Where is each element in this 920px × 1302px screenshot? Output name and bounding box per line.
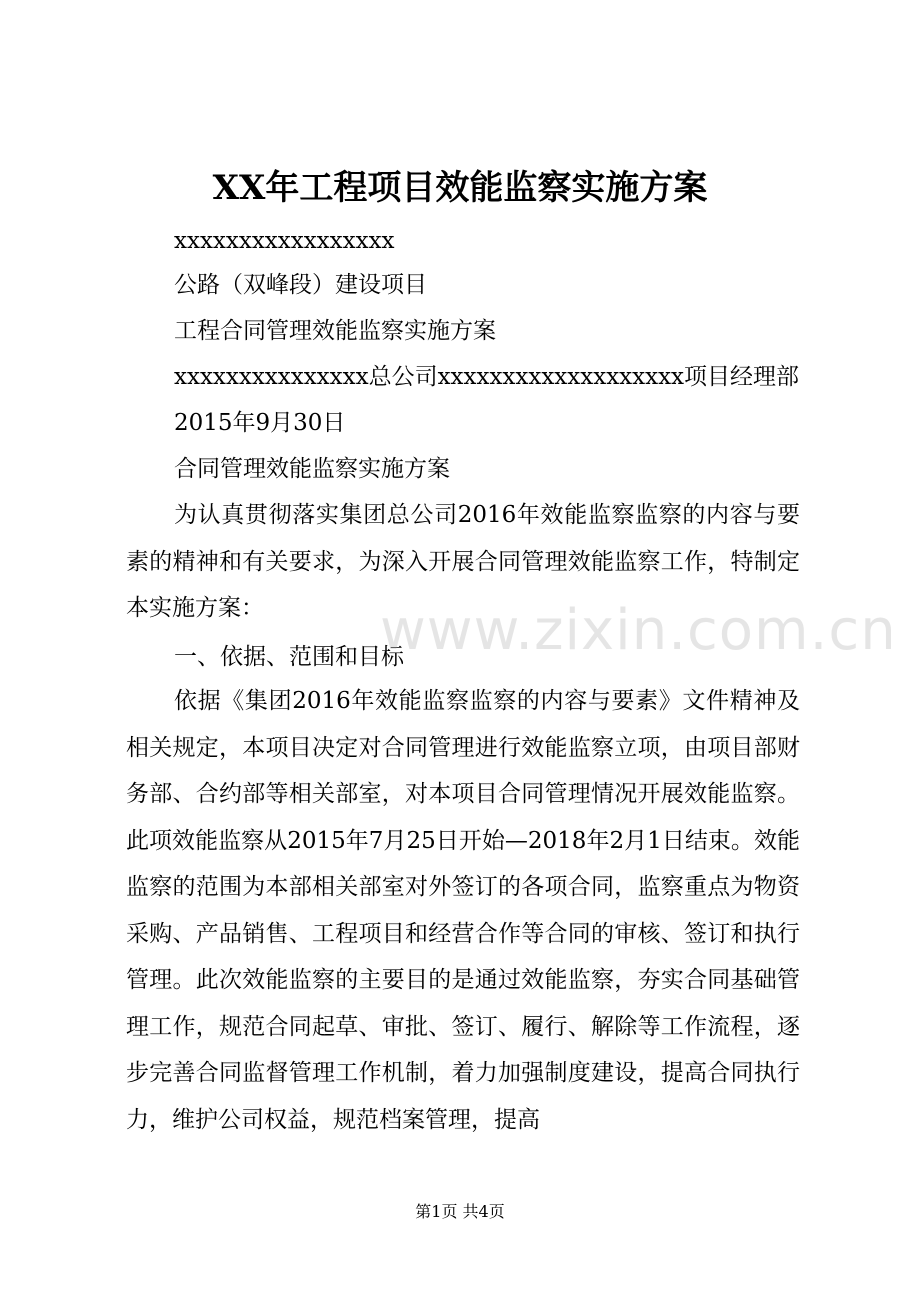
section-heading-1: 一、依据、范围和目标: [174, 644, 404, 670]
doc-line-plan-name: 工程合同管理效能监察实施方案: [174, 318, 496, 344]
doc-line-date: 2015年9月30日: [174, 410, 346, 436]
doc-line-organization: xxxxxxxxxxxxxxx总公司xxxxxxxxxxxxxxxxxxx项目经理部: [174, 364, 800, 390]
doc-line-project: 公路（双峰段）建设项目: [174, 272, 427, 298]
doc-line-subtitle: 合同管理效能监察实施方案: [174, 456, 450, 482]
paragraph-basis: 依据《集团2016年效能监察监察的内容与要素》文件精神及相关规定，本项目决定对合同管理进行效能监察立项，由项目部财务部、合约部等相关部室，对本项目合同管理情况开展效能监察。此项效能监察从2015年7月25日开始—2018年2月1日结束。效能监察的范围为本部相关部室对外签订的各项合同，监察重点为物资采购、产品销售、工程项目和经营合作等合同的审核、签订和执行管理。此次效能监察的主要目的是通过效能监察，夯实合同基础管理工作，规范合同起草、审批、签订、履行、解除等工作流程，逐步完善合同监督管理工作机制，着力加强制度建设，提高合同执行力，维护公司权益，规范档案管理，提高: [126, 688, 800, 1133]
doc-line-code: xxxxxxxxxxxxxxxxx: [174, 228, 395, 254]
page-footer: 第1页 共4页: [415, 1202, 505, 1221]
watermark-text: www.zixin.com.cn: [380, 598, 897, 663]
paragraph-intro: 为认真贯彻落实集团总公司2016年效能监察监察的内容与要素的精神和有关要求，为深入开展合同管理效能监察工作，特制定本实施方案：: [126, 502, 800, 621]
document-title: XX年工程项目效能监察实施方案: [212, 168, 708, 208]
